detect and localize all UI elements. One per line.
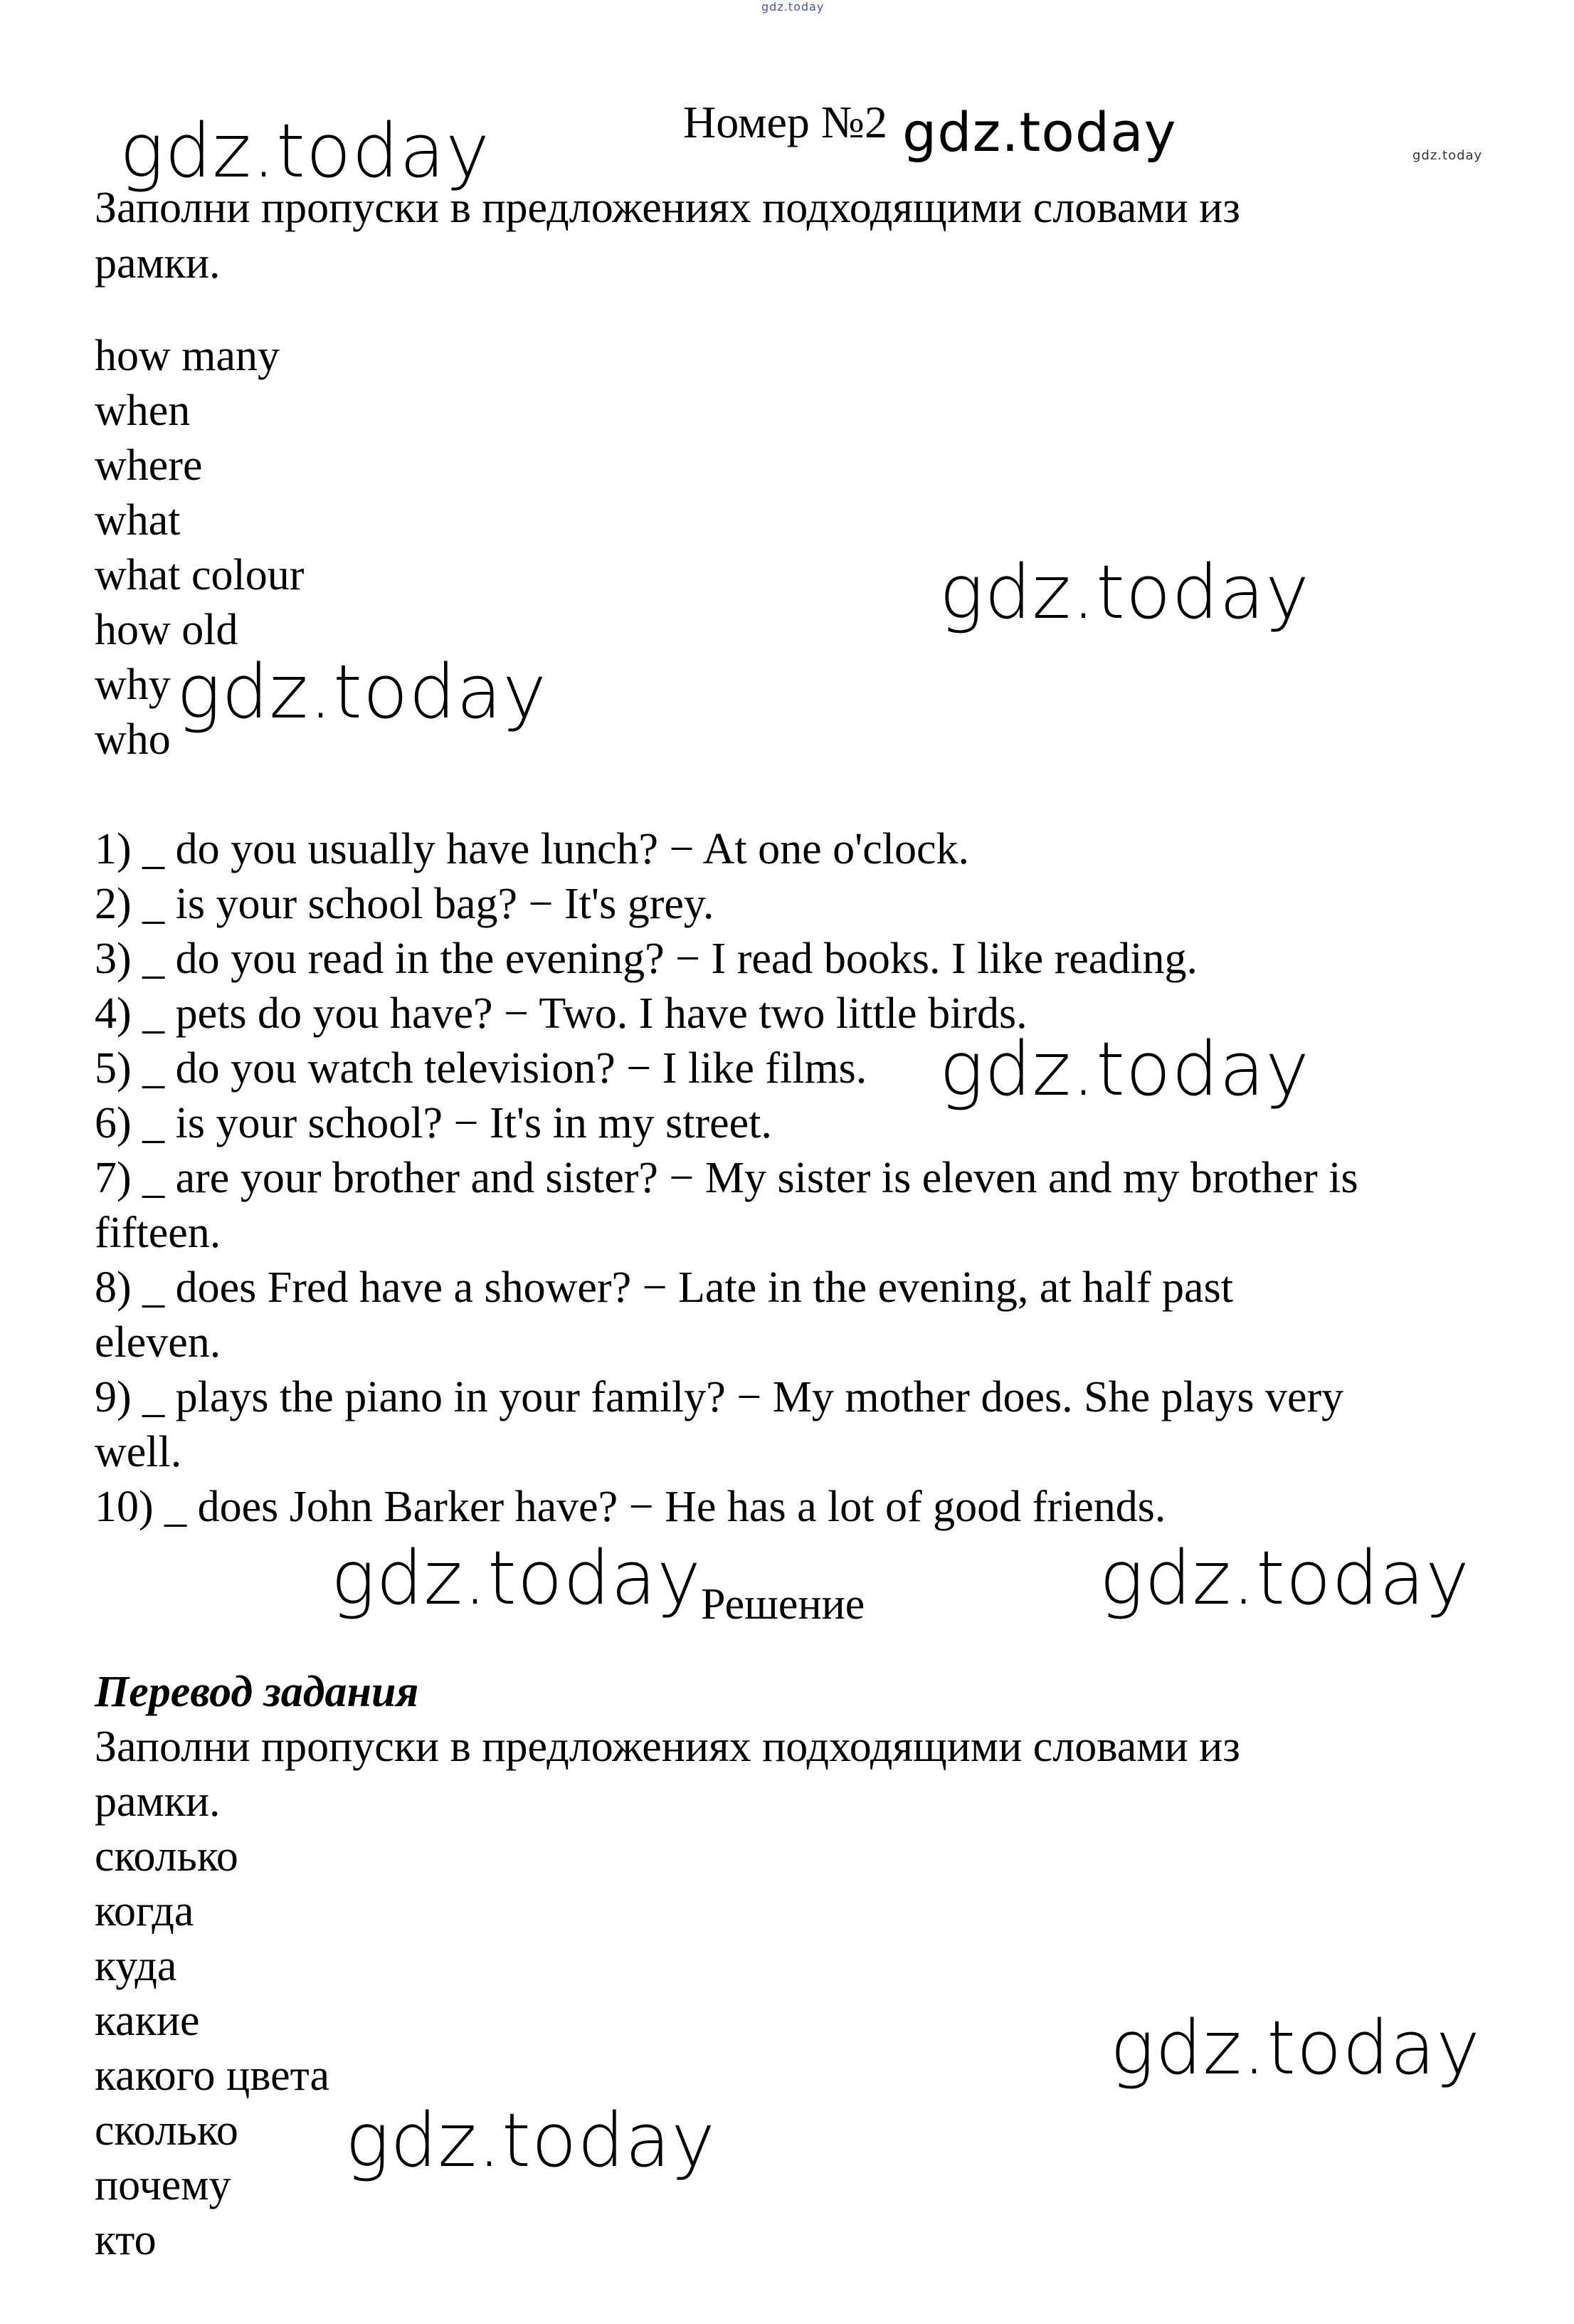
translation-word: сколько [95,1832,238,1881]
translation-word: почему [95,2161,231,2209]
translation-instruction: Заполни пропуски в предложениях подходящими словами из [95,1723,1240,1771]
word-item: who [95,715,171,764]
translation-word: сколько [95,2106,238,2155]
sentence: 7) _ are your brother and sister? − My sister is eleven and my brother is [95,1154,1358,1202]
sentence: 9) _ plays the piano in your family? − My mother does. She plays very [95,1373,1344,1421]
watermark: gdz.today [1110,2004,1481,2091]
word-item: how many [95,332,280,380]
sentence: 8) _ does Fred have a shower? − Late in the evening, at half past [95,1263,1233,1312]
solution-title: Решение [701,1580,865,1629]
translation-word: кто [95,2216,157,2264]
word-item: what colour [95,551,305,599]
word-item: why [95,661,171,709]
sentence: 5) _ do you watch television? − I like films. [95,1044,867,1093]
sentence: 3) _ do you read in the evening? − I read books. I like reading. [95,935,1198,983]
task-instruction: Заполни пропуски в предложениях подходящими словами из [95,184,1240,232]
sentence-continuation: fifteen. [95,1209,221,1257]
watermark: gdz.today [120,107,490,194]
watermark: gdz.today [331,1535,702,1621]
watermark: gdz.today [939,1026,1310,1113]
sentence: 2) _ is your school bag? − It's grey. [95,880,714,928]
sentence: 10) _ does John Barker have? − He has a lot of good friends. [95,1483,1166,1531]
word-item: how old [95,606,238,654]
watermark: gdz.today [902,100,1177,164]
word-item: when [95,387,191,435]
translation-word: какие [95,1997,200,2045]
sentence: 1) _ do you usually have lunch? − At one o'clock. [95,825,970,873]
watermark: gdz.today [176,648,547,735]
sentence-continuation: eleven. [95,1318,221,1367]
translation-instruction: рамки. [95,1777,221,1826]
translation-word: какого цвета [95,2051,330,2100]
watermark: gdz.today [1099,1535,1470,1621]
watermark-small: gdz.today [1412,148,1483,163]
word-item: where [95,441,203,490]
watermark-top: gdz.today [761,0,825,14]
watermark: gdz.today [345,2097,716,2184]
sentence: 4) _ pets do you have? − Two. I have two little birds. [95,989,1028,1038]
sentence-continuation: well. [95,1428,182,1476]
translation-heading: Перевод задания [95,1668,419,1716]
sentence: 6) _ is your school? − It's in my street. [95,1099,772,1147]
task-instruction: рамки. [95,239,221,288]
translation-word: куда [95,1942,177,1990]
translation-word: когда [95,1887,194,1935]
word-item: what [95,496,181,545]
page-title: Номер №2 [683,97,887,147]
watermark: gdz.today [939,549,1310,636]
